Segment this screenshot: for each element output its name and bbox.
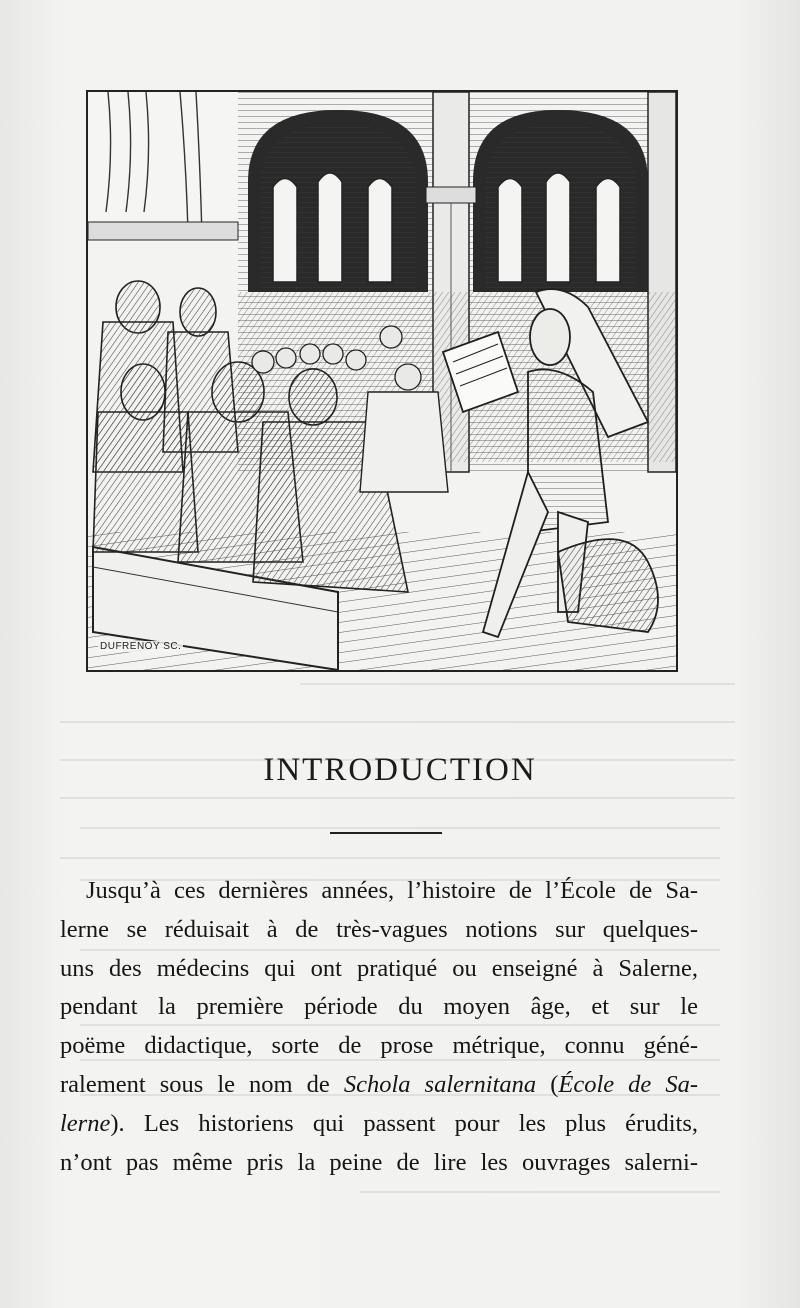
lecture-scene-image	[88, 92, 676, 670]
body-line: uns des médecins qui ont pratiqué ou enseigné à Salerne,	[60, 954, 698, 982]
body-line	[60, 1105, 698, 1144]
chapter-title: INTRODUCTION	[263, 752, 537, 788]
engraving-illustration	[86, 90, 678, 672]
body-line: Jusqu’à ces dernières années, l’histoire de l’École de Sa-	[86, 877, 698, 904]
italic-title-run: École de Sa-	[558, 1070, 699, 1098]
engraver-signature: DUFRENOY SC.	[100, 641, 182, 652]
body-paragraph	[60, 872, 698, 1182]
body-text-run: ralement sous le nom de	[60, 1070, 344, 1098]
body-line: pendant la première période du moyen âge, et sur le	[60, 993, 698, 1021]
title-rule-divider	[330, 832, 442, 834]
body-text-run: (	[536, 1070, 559, 1098]
body-line: n’ont pas même pris la peine de lire les ouvrages salerni-	[60, 1148, 698, 1176]
body-line	[60, 1066, 698, 1105]
body-line: lerne se réduisait à de très-vagues notions sur quelques-	[60, 915, 698, 943]
body-line: poëme didactique, sorte de prose métrique, connu géné-	[60, 1032, 698, 1060]
body-text-run: ). Les historiens qui passent pour les plus érudits,	[110, 1109, 698, 1137]
italic-title-run: lerne	[60, 1109, 111, 1137]
italic-title-run: Schola salernitana	[343, 1070, 537, 1098]
